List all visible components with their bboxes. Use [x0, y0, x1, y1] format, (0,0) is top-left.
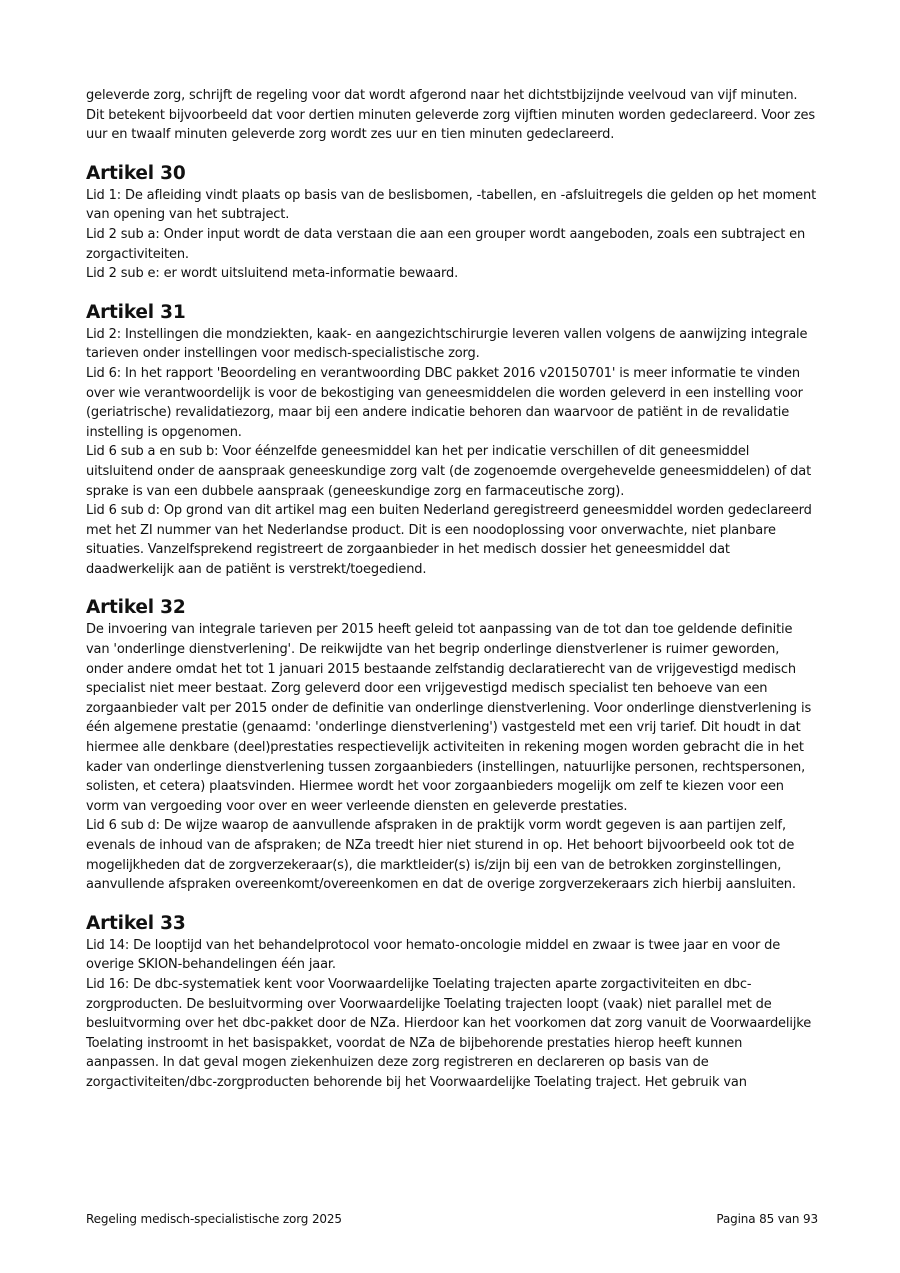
article-paragraph: Lid 6 sub d: De wijze waarop de aanvullende afspraken in de praktijk vorm wordt gegeven is aan partijen zelf, evenals de inhoud van de afspraken; de NZa treedt hier niet sturend in op. Het behoort bijvoorbeeld ook tot de mogelijkheden dat de zorgverzekeraar(s), die marktleider(s) is/zijn bij een van de betrokken zorginstellingen, aanvullende afspraken overeenkomt/overeenkomen en dat de overige zorgverzekeraars zich hierbij aansluiten. [86, 818, 796, 893]
article-paragraph: Lid 6 sub d: Op grond van dit artikel mag een buiten Nederland geregistreerd geneesmiddel worden gedeclareerd met het ZI nummer van het Nederlandse product. Dit is een noodoplossing voor onverwachte, niet planbare situaties. Vanzelfsprekend registreert de zorgaanbieder in het medisch dossier het geneesmiddel dat daadwerkelijk aan de patiënt is verstrekt/toegediend. [86, 503, 812, 577]
lead-paragraph: geleverde zorg, schrijft de regeling voor dat wordt afgerond naar het dichtstbijzijnde veelvoud van vijf minuten. Dit betekent bijvoorbeeld dat voor dertien minuten geleverde zorg vijftien minuten worden gedeclareerd. Voor zes uur en twaalf minuten geleverde zorg wordt zes uur en tien minuten gedeclareerd. [86, 88, 816, 143]
article-paragraph: Lid 1: De afleiding vindt plaats op basis van de beslisbomen, -tabellen, en -afsluitregels die gelden op het moment van opening van het subtraject. [86, 187, 817, 223]
article-title: Artikel 30 [86, 162, 186, 184]
article-32 [86, 597, 818, 894]
footer-page-number: Pagina 85 van 93 [716, 1212, 818, 1226]
article-30 [86, 163, 818, 284]
article-title: Artikel 32 [86, 597, 186, 619]
article-paragraph: Lid 2 sub e: er wordt uitsluitend meta-informatie bewaard. [86, 266, 459, 282]
article-paragraph: Lid 6: In het rapport 'Beoordeling en verantwoording DBC pakket 2016 v20150701' is meer informatie te vinden over wie verantwoordelijk is voor de bekostiging van geneesmiddelen die worden geleverd in een instelling voor (geriatrische) revalidatiezorg, maar bij een andere indicatie behoren dan waarvoor de patiënt in de revalidatie instelling is opgenomen. [86, 365, 803, 440]
article-paragraph: De invoering van integrale tarieven per 2015 heeft geleid tot aanpassing van de tot dan toe geldende definitie van 'onderlinge dienstverlening'. De reikwijdte van het begrip onderlinge dienstverlener is ruimer geworden, onder andere omdat het tot 1 januari 2015 bestaande zelfstandig declaratierecht van de vrijgevestigd medisch specialist niet meer bestaat. Zorg geleverd door een vrijgevestigd medisch specialist ten behoeve van een zorgaanbieder valt per 2015 onder de definitie van onderlinge dienstverlening. Voor onderlinge dienstverlening is één algemene prestatie (genaamd: 'onderlinge dienstverlening') vastgesteld met een vrij tarief. Dit houdt in dat hiermee alle denkbare (deel)prestaties respectievelijk activiteiten in rekening mogen worden gebracht die in het kader van onderlinge dienstverlening tussen zorgaanbieders (instellingen, natuurlijke personen, rechtspersonen, solisten, et cetera) plaatsvinden. Hiermee wordt het voor zorgaanbieders mogelijk om zelf te kiezen voor een vorm van vergoeding voor over en weer verleende diensten en geleverde prestaties. [86, 622, 812, 814]
article-paragraph: Lid 6 sub a en sub b: Voor éénzelfde geneesmiddel kan het per indicatie verschillen of dit geneesmiddel uitsluitend onder de aanspraak geneeskundige zorg valt (de zogenoemde overgehevelde geneesmiddelen) of dat sprake is van een dubbele aanspraak (geneeskundige zorg en farmaceutische zorg). [86, 444, 812, 499]
article-title: Artikel 33 [86, 912, 186, 934]
article-31 [86, 302, 818, 580]
document-page [86, 86, 818, 1093]
footer-document-title: Regeling medisch-specialistische zorg 2025 [86, 1212, 342, 1226]
article-title: Artikel 31 [86, 301, 186, 323]
article-33 [86, 913, 818, 1093]
article-paragraph: Lid 2: Instellingen die mondziekten, kaak- en aangezichtschirurgie leveren vallen volgens de aanwijzing integrale tarieven onder instellingen voor medisch-specialistische zorg. [86, 326, 808, 362]
article-paragraph: Lid 2 sub a: Onder input wordt de data verstaan die aan een grouper wordt aangeboden, zoals een subtraject en zorgactiviteiten. [86, 226, 806, 262]
article-paragraph: Lid 16: De dbc-systematiek kent voor Voorwaardelijke Toelating trajecten aparte zorgactiviteiten en dbc-zorgproducten. De besluitvorming over Voorwaardelijke Toelating trajecten loopt (vaak) niet parallel met de besluitvorming over het dbc-pakket door de NZa. Hierdoor kan het voorkomen dat zorg vanuit de Voorwaardelijke Toelating instroomt in het basispakket, voordat de NZa de bijbehorende prestaties hierop heeft kunnen aanpassen. In dat geval mogen ziekenhuizen deze zorg registreren en declareren op basis van de zorgactiviteiten/dbc-zorgproducten behorende bij het Voorwaardelijke Toelating traject. Het gebruik van [86, 976, 812, 1090]
article-paragraph: Lid 14: De looptijd van het behandelprotocol voor hemato-oncologie middel en zwaar is twee jaar en voor de overige SKION-behandelingen één jaar. [86, 937, 781, 973]
